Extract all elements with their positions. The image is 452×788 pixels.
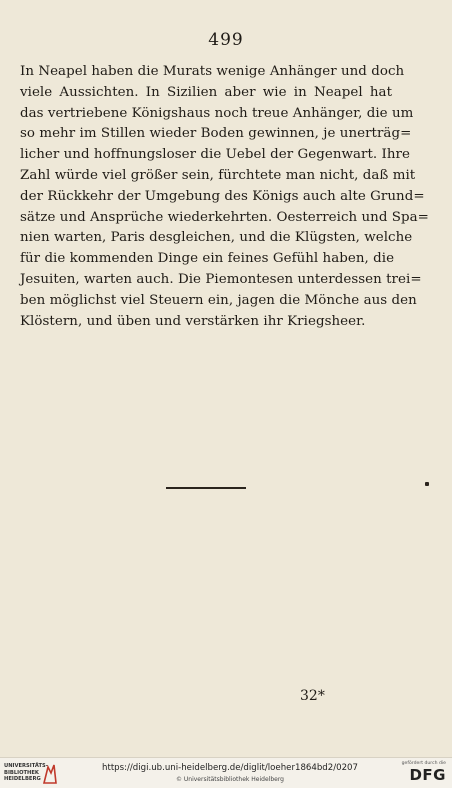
text-line: nien warten, Paris desgleichen, und die Klügsten, welche: [20, 230, 413, 246]
logo-text: UNIVERSITÄTS- BIBLIOTHEK HEIDELBERG: [4, 763, 48, 783]
text-line: ben möglichst viel Steuern ein, jagen die Mönche aus den: [20, 292, 417, 308]
ink-mark: [425, 482, 429, 486]
text-line: Klöstern, und üben und verstärken ihr Kriegsheer.: [20, 313, 366, 329]
page-number: 499: [208, 30, 244, 50]
lion-crest-icon: [40, 763, 60, 785]
text-line: Jesuiten, warten auch. Die Piemontesen unterdessen trei=: [20, 271, 422, 287]
copyright-notice: © Universitätsbibliothek Heidelberg: [175, 776, 284, 783]
text-line: das vertriebene Königshaus noch treue Anhänger, die um: [20, 105, 414, 121]
text-line: der Rückkehr der Umgebung des Königs auch alte Grund=: [20, 188, 425, 204]
text-line: sätze und Ansprüche wiederkehrten. Oesterreich und Spa=: [20, 209, 429, 225]
text-line: licher und hoffnungsloser die Uebel der Gegenwart. Ihre: [20, 147, 410, 163]
printer-signature: 32*: [300, 688, 325, 704]
dfg-logo[interactable]: gefördert durch die DFG: [401, 761, 446, 784]
permalink-url[interactable]: https://digi.ub.uni-heidelberg.de/diglit/loeher1864bd2/0207: [102, 763, 358, 773]
text-line: so mehr im Stillen wieder Boden gewinnen, je unerträg=: [20, 126, 412, 142]
text-line: für die kommenden Dinge ein feines Gefühl haben, die: [20, 251, 395, 267]
text-line: viele Aussichten. In Sizilien aber wie in Neapel hat: [20, 84, 392, 100]
viewer-footer: [0, 757, 452, 788]
university-library-logo[interactable]: [4, 762, 74, 786]
body-text: [20, 62, 429, 332]
text-line: In Neapel haben die Murats wenige Anhänger und doch: [20, 64, 405, 79]
section-divider: [166, 487, 246, 489]
text-line: Zahl würde viel größer sein, fürchtete man nicht, daß mit: [20, 167, 416, 183]
